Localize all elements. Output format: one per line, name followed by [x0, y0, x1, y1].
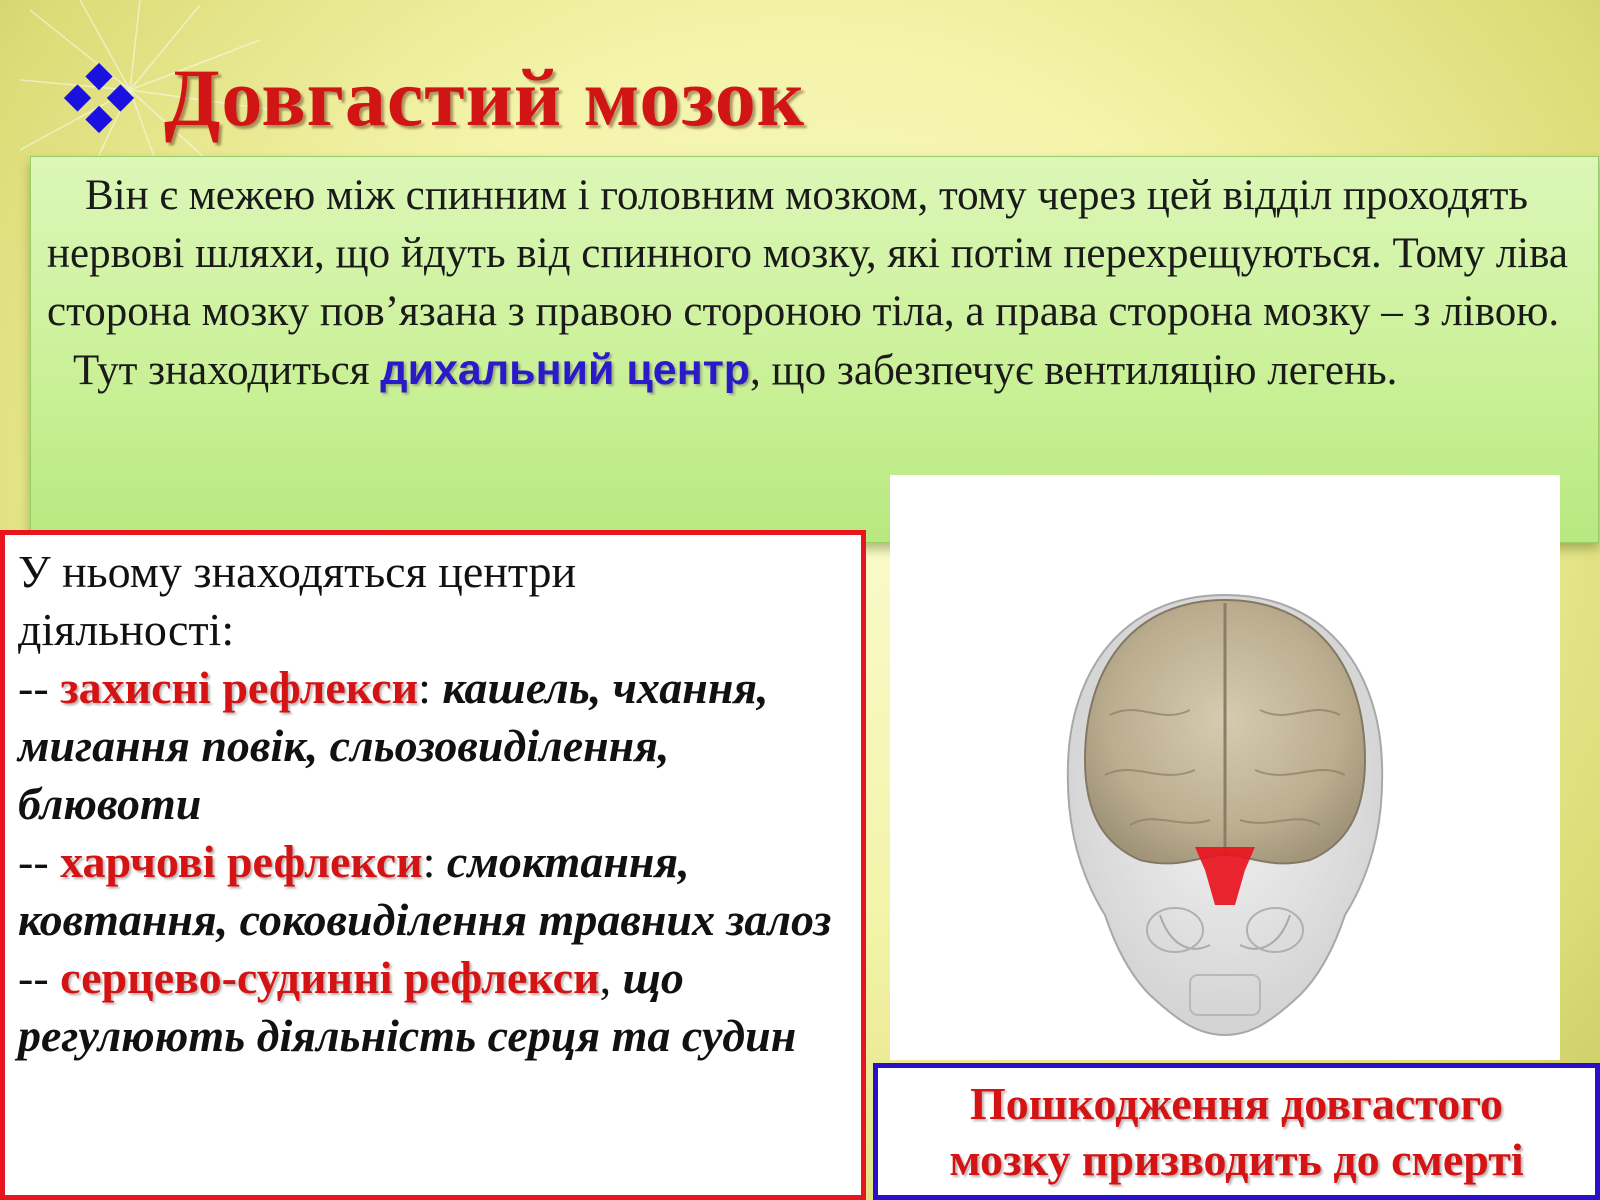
slide-title: Довгастий мозок: [164, 52, 806, 143]
intro-paragraph-1: [47, 167, 1582, 341]
warning-line-1: Пошкодження довгастого: [969, 1077, 1504, 1129]
cardiovascular-reflexes-term: серцево-судинні рефлекси: [60, 952, 600, 1003]
reflex-item-protective: [18, 659, 838, 833]
diamond-bullet-icon: [60, 59, 138, 137]
dash: --: [18, 952, 61, 1003]
protective-reflexes-term: захисні рефлекси: [60, 662, 419, 713]
intro-paragraph-2: [47, 341, 1582, 400]
reflex-item-cardiovascular: [18, 949, 838, 1065]
separator: :: [418, 662, 443, 713]
dash: --: [18, 662, 61, 713]
title-row: [60, 48, 805, 148]
cardiovascular-reflexes-examples: що регулюють діяльність серця та судин: [18, 952, 797, 1061]
intro-text-2b: , що забезпечує вентиляцію легень.: [750, 347, 1398, 394]
separator: ,: [599, 952, 623, 1003]
separator: :: [422, 836, 447, 887]
brain-image-panel: [890, 475, 1560, 1060]
brain-skull-illustration-icon: [890, 475, 1560, 1060]
reflex-centers-box: [0, 530, 866, 1200]
reflex-item-digestive: [18, 833, 838, 949]
warning-line-2: мозку призводить до смерті: [949, 1133, 1524, 1185]
respiratory-center-highlight: дихальний центр: [380, 346, 751, 394]
intro-text-1: Він є межею між спинним і головним мозком, тому через цей відділ проходять нервові шляхи, що йдуть від спинного мозку, які потім перехрещуються. Тому ліва сторона мозку пов’язана з правою стороною тіла, а права сторона мозку – з лівою.: [47, 172, 1568, 335]
digestive-reflexes-examples: смоктання, ковтання, соковиділення травних залоз: [18, 836, 832, 945]
intro-text-2a: Тут знаходиться: [73, 347, 381, 394]
dash: --: [18, 836, 61, 887]
warning-box: [873, 1063, 1600, 1200]
protective-reflexes-examples: кашель, чхання, мигання повік, сльозовиділення, блювоти: [18, 662, 769, 829]
centers-heading: У ньому знаходяться центри діяльності:: [18, 546, 577, 655]
digestive-reflexes-term: харчові рефлекси: [60, 836, 423, 887]
